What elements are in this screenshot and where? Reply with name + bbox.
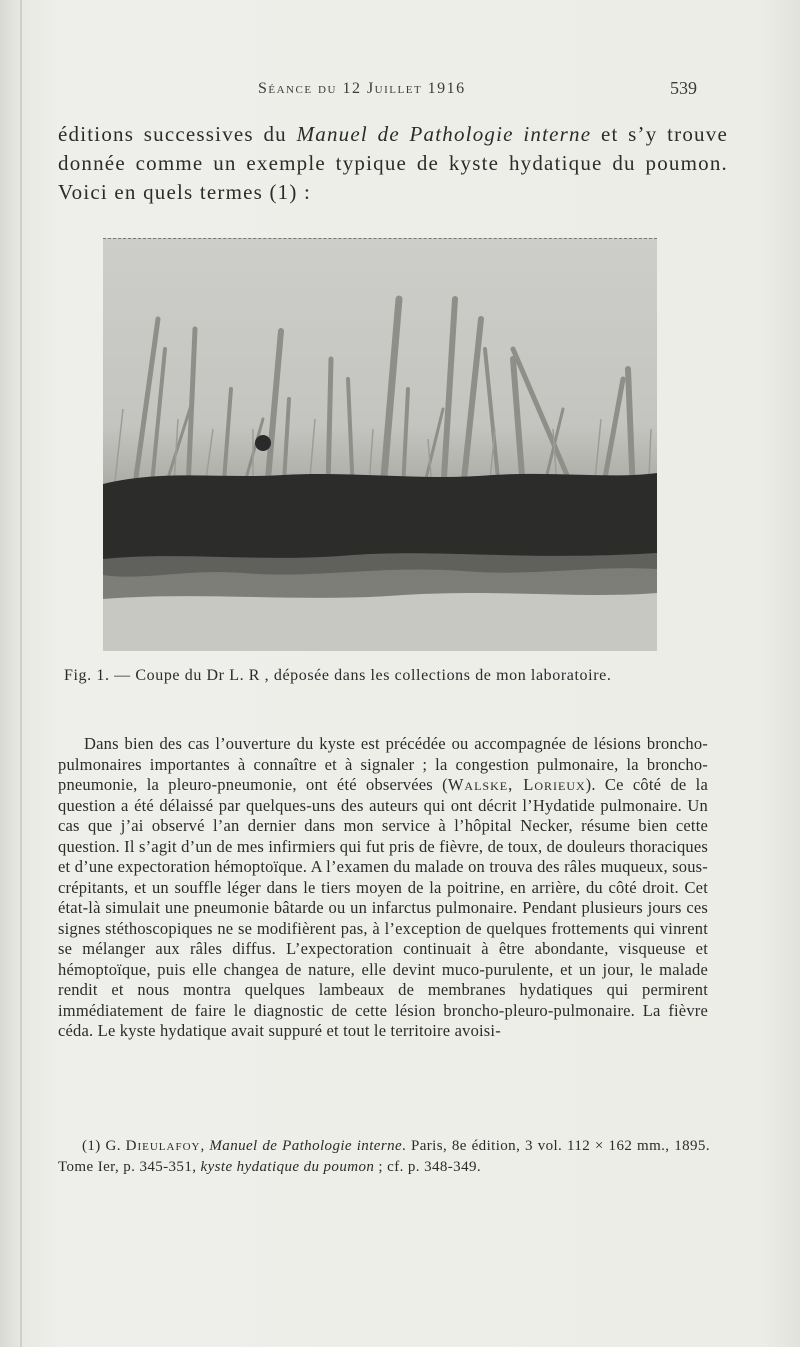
- tissue-light-base: [103, 593, 657, 651]
- dark-spot: [255, 435, 271, 451]
- footnote-text-1: . Paris, 8e édition, 3 vol. 112 × 162 mm., 1895. Tome Ier, p. 345-351,: [58, 1138, 710, 1175]
- tissue-section-image: [103, 239, 657, 651]
- footnote-marker: (1) G.: [82, 1138, 126, 1154]
- footnote: [58, 1136, 710, 1178]
- body-text-1: Dans bien des cas l’ouverture du kyste est précédée ou accompagnée de lésions broncho-pulmonaires importantes à connaître et à signaler ; la congestion pulmonaire, la broncho-pneumonie, la pleuro-pneumonie, ont été observées (: [58, 734, 708, 794]
- body-paragraph: [58, 734, 708, 1042]
- figure-photograph: [103, 238, 657, 651]
- page-number: 539: [670, 78, 697, 98]
- footnote-author: Dieulafoy: [125, 1138, 201, 1154]
- figure-caption: Fig. 1. — Coupe du Dr L. R , déposée dans les collections de mon laboratoire.: [64, 667, 612, 684]
- body-authors: Walske, Lorieux: [447, 775, 586, 794]
- intro-text-1: éditions successives du: [58, 122, 297, 146]
- footnote-sep: ,: [200, 1138, 210, 1154]
- footnote-chapter-title: kyste hydatique du poumon: [200, 1159, 375, 1175]
- page-spine-shadow: [20, 0, 22, 1347]
- running-title: Séance du 12 Juillet 1916: [258, 80, 466, 97]
- footnote-text-2: ; cf. p. 348-349.: [374, 1159, 482, 1175]
- intro-text-2: et s’y trouve donnée comme un exemple typique de kyste hydatique du poumon. Voici en quels termes (1) :: [58, 122, 728, 204]
- intro-paragraph: [58, 120, 728, 207]
- body-text-2: ). Ce côté de la question a été délaissé par quelques-uns des auteurs qui ont décrit l’Hydatide pulmonaire. Un cas que j’ai observé l’an dernier dans mon service à l’hôpital Necker, résume bien cette question. Il s’agit d’un de mes infirmiers qui fut pris de fièvre, de toux, de douleurs thoraciques et d’une expectoration hémoptoïque. A l’examen du malade on trouva des râles muqueux, sous-crépitants, et un souffle léger dans le tiers moyen de la poitrine, en arrière, du côté droit. Cet état-là simulait une pneumonie bâtarde ou un infarctus pulmonaire. Pendant plusieurs jours ces signes stéthoscopiques ne se modifièrent pas, à l’exception de quelques frottements qui vinrent se mélanger aux râles diffus. L’expectoration continuait à être abondante, visqueuse et hémoptoïque, puis elle changea de nature, elle devint muco-purulente, et un jour, le malade rendit et nous montra quelques lambeaux de membranes hydatiques qui permirent immédiatement de faire le diagnostic de cette lésion broncho-pleuro-pulmonaire. La fièvre céda. Le kyste hydatique avait suppuré et tout le territoire avoisi-: [58, 775, 708, 1040]
- intro-book-title: Manuel de Pathologie interne: [296, 122, 592, 146]
- page-header: [0, 78, 800, 108]
- footnote-book-title: Manuel de Pathologie interne: [209, 1138, 403, 1154]
